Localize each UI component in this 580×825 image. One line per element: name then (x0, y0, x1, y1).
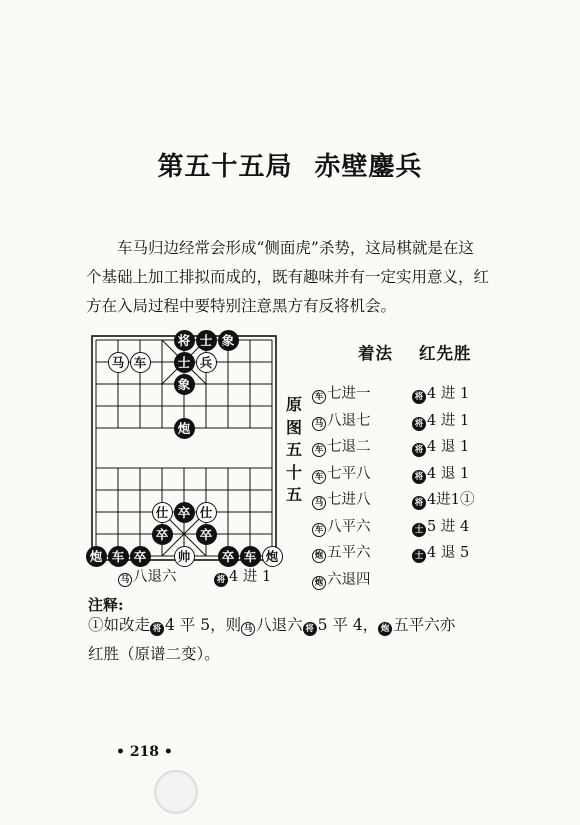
note-seg: 5 平 4， (317, 616, 379, 634)
black-piece: 车 (108, 546, 129, 567)
piece-marker: 将 (412, 390, 426, 404)
black-move (412, 515, 469, 537)
move-text: 4进1① (427, 492, 475, 508)
black-piece: 卒 (130, 546, 151, 567)
moves-result: 红先胜 (419, 344, 472, 363)
piece-marker: 士 (412, 549, 426, 563)
red-piece: 仕 (152, 502, 173, 523)
move-text: 4 退 1 (427, 439, 470, 455)
move-row (312, 409, 512, 436)
diagram-label (284, 394, 304, 507)
black-piece: 炮 (174, 418, 195, 439)
notes-title: 注释: (88, 596, 124, 614)
red-piece: 马 (108, 352, 129, 373)
move-text: 七进八 (327, 492, 371, 508)
diagram-label-char: 十 (285, 462, 302, 482)
black-piece: 车 (240, 546, 261, 567)
diagram-label-char: 五 (285, 440, 302, 459)
moves-label: 着法 (358, 344, 393, 363)
piece-marker: 将 (150, 622, 164, 636)
move-text: 4 退 1 (427, 465, 470, 482)
black-piece: 卒 (174, 502, 195, 523)
piece-marker: 车 (312, 470, 326, 484)
black-move (412, 541, 469, 563)
piece-marker: 炮 (312, 549, 326, 563)
piece-marker: 将 (412, 417, 426, 431)
move-row (312, 515, 512, 542)
diagram-label-char: 原 (285, 395, 302, 414)
move-row (312, 382, 512, 409)
red-move (312, 462, 371, 484)
black-piece: 士 (174, 352, 195, 373)
diagram-label-char: 五 (285, 485, 302, 504)
black-move (412, 409, 469, 431)
red-piece: 仕 (196, 502, 217, 523)
intro-line: 车马归边经常会形成“侧面虎”杀势，这局棋就是在这 (117, 239, 474, 257)
move-text: 七平八 (327, 465, 371, 482)
piece-marker: 将 (303, 622, 317, 636)
red-move (312, 488, 371, 510)
library-stamp-icon (154, 770, 198, 814)
moves-header (358, 340, 472, 364)
black-move (412, 462, 469, 484)
piece-marker: 炮 (378, 622, 392, 636)
move-row (312, 541, 512, 568)
black-piece: 士 (196, 330, 217, 351)
move-list (312, 382, 512, 594)
red-move (312, 435, 371, 457)
extra-move-red (118, 565, 177, 587)
move-text: 八平六 (327, 518, 371, 535)
piece-marker: 马 (312, 417, 326, 431)
red-piece: 帅 (174, 546, 195, 567)
piece-marker: 将 (412, 470, 426, 484)
red-move (312, 515, 371, 537)
note-seg: 五平六亦 (393, 616, 456, 634)
piece-marker: 将 (412, 443, 426, 457)
move-text: 4 退 5 (427, 545, 470, 561)
page-title (0, 146, 580, 183)
black-piece: 象 (174, 374, 195, 395)
black-move (412, 488, 474, 510)
xiangqi-board (88, 322, 284, 562)
note-line: 红胜（原谱二变）。 (88, 645, 220, 663)
note-seg: 八退六 (256, 616, 303, 634)
move-text: 六退四 (327, 571, 371, 588)
move-row (312, 488, 512, 515)
black-piece: 炮 (86, 546, 107, 567)
move-text: 八退六 (133, 569, 177, 585)
title-part2: 赤壁鏖兵 (314, 152, 423, 182)
note-text (88, 611, 508, 669)
black-piece: 象 (218, 330, 239, 351)
move-row (312, 435, 512, 462)
piece-marker: 将 (412, 496, 426, 510)
piece-marker: 车 (312, 390, 326, 404)
red-move (312, 382, 371, 404)
move-row (312, 462, 512, 489)
diagram-label-char: 图 (285, 417, 302, 437)
page-number: • 218 • (116, 744, 173, 760)
extra-move-black (214, 565, 271, 587)
piece-marker: 马 (241, 622, 255, 636)
red-move (312, 541, 371, 563)
move-text: 七进一 (327, 386, 371, 402)
title-part1: 第五十五局 (157, 152, 293, 182)
move-text: 七退二 (327, 439, 371, 455)
piece-marker: 马 (118, 573, 132, 587)
red-piece: 炮 (262, 546, 283, 567)
move-row (312, 568, 512, 595)
piece-marker: 炮 (312, 576, 326, 590)
note-seg: ①如改走 (88, 616, 151, 634)
red-piece: 车 (130, 352, 151, 373)
red-piece: 兵 (196, 352, 217, 373)
note-seg: 4 平 5，则 (165, 616, 242, 634)
piece-marker: 将 (214, 573, 228, 587)
move-text: 4 进 1 (229, 569, 272, 585)
piece-marker: 车 (312, 443, 326, 457)
black-piece: 将 (174, 330, 195, 351)
intro-paragraph (86, 234, 504, 321)
red-move (312, 409, 371, 431)
black-move (412, 435, 469, 457)
intro-line: 方在入局过程中要特别注意黑方有反将机会。 (86, 297, 397, 315)
move-text: 5 进 4 (427, 518, 470, 535)
move-text: 4 进 1 (427, 386, 470, 402)
black-piece: 卒 (196, 524, 217, 545)
piece-marker: 马 (312, 496, 326, 510)
move-text: 4 进 1 (427, 412, 470, 429)
black-piece: 卒 (218, 546, 239, 567)
note-line (88, 611, 508, 640)
move-text: 八退七 (327, 412, 371, 429)
black-piece: 卒 (152, 524, 173, 545)
black-move (412, 382, 469, 404)
piece-marker: 车 (312, 523, 326, 537)
piece-marker: 士 (412, 523, 426, 537)
move-text: 五平六 (327, 545, 371, 561)
red-move (312, 568, 371, 590)
intro-line: 个基础上加工排拟而成的，既有趣味并有一定实用意义，红 (86, 268, 490, 286)
